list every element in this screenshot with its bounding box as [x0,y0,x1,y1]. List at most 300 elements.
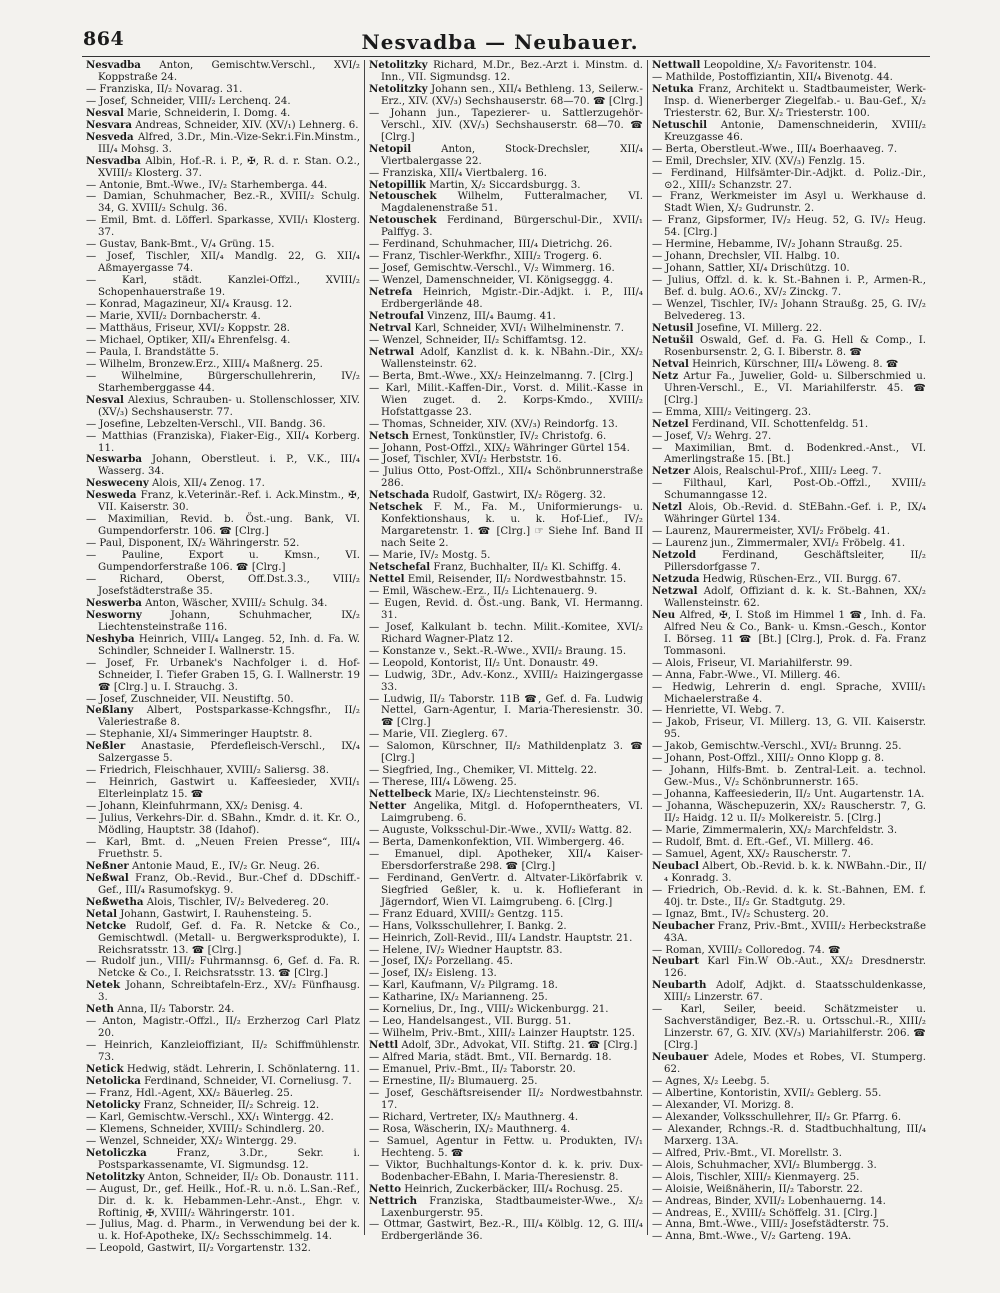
entry-details: — Hermine, Hebamme, IV/₂ Johann Straußg. 25. [652,239,903,251]
entry-details: Rudolf, Gef. d. Fa. R. Netcke & Co., Gemischtwdl. (Metall- u. Bergwerksprodukte), I. Reichsratsstr. 13. ☎ [Clrg.] [98,920,360,956]
directory-entry [652,431,926,443]
directory-entry [369,789,643,801]
entry-details: Adele, Modes et Robes, VI. Stumperg. 62. [664,1052,926,1076]
entry-surname: Nettrich [369,1194,418,1207]
directory-entry [652,682,926,706]
entry-details: — Samuel, Agentur in Fettw. u. Produkten, IV/₁ Hechteng. 5. ☎ [369,1135,643,1159]
entry-details: — Karl, Milit.-Kaffen-Dir., Vorst. d. Milit.-Kasse in Wien zuget. d. 2. Korps-Kmdo., XVIII/₂ Hofstattgasse 23. [369,382,643,418]
entry-surname: Netschefal [369,561,431,574]
entry-details: — Franz Eduard, XVIII/₂ Gentzg. 115. [369,908,564,920]
directory-entry [86,897,360,909]
entry-details: — Jakob, Gemischtw.-Verschl., XVI/₂ Brunng. 25. [652,741,902,753]
entry-details: Richard, M.Dr., Bez.-Arzt i. Minstm. d. Inn., VII. Sigmundsg. 12. [381,60,643,83]
directory-entry [652,359,926,371]
entry-details: — Emanuel, Priv.-Bmt., II/₂ Taborstr. 20. [369,1064,576,1076]
directory-entry [86,1184,360,1220]
entry-details: Franz, Ob.-Revid., Bur.-Chef d. DDschiff.-Gef., III/₄ Rasumofskyg. 9. [98,872,360,896]
directory-entry [86,335,360,347]
directory-entry [652,861,926,885]
entry-details: Johann, Schreibtafeln-Erz., XV/₂ Fünfhausg. 3. [98,980,360,1004]
entry-details: Ernest, Tonkünstler, IV/₂ Christofg. 6. [408,430,607,442]
directory-entry [652,753,926,765]
entry-surname: Netsch [369,429,409,442]
entry-surname: Netroufal [369,310,424,323]
entry-details: — Hans, Volksschullehrer, I. Bankg. 2. [369,920,567,932]
entry-details: — Eugen, Revid. d. Öst.-ung. Bank, VI. Hermanng. 31. [369,597,643,621]
entry-details: — Stephanie, XI/₄ Simmeringer Hauptstr. 8. [86,729,313,741]
entry-details: — Karl, Seiler, beeid. Schätzmeister u. Sachverständiger, Bez.-R. u. Ortsschul.-R., XIII/₂ Linzerstr. 67, G. XIV. (XV/₃) Mariahilferstr. 206. ☎ [Clrg.] [652,1004,926,1052]
directory-entry [369,574,643,586]
entry-details: — Therese, III/₄ Löweng. 25. [369,777,517,789]
entry-details: Antonie Maud, E., IV/₂ Gr. Neug. 26. [128,860,320,872]
directory-entry [86,419,360,431]
directory-entry [369,968,643,980]
directory-entry [369,1196,643,1220]
entry-surname: Neßner [86,859,129,872]
entry-surname: Netzel [652,417,689,430]
entry-details: Josefine, VI. Millerg. 22. [693,322,823,334]
directory-entry [652,1076,926,1088]
entry-details: — Franz, Werkmeister im Asyl u. Werkhause d. Stadt Wien, X/₂ Gudrunstr. 2. [652,191,926,215]
entry-details: — Wilhelm, Bronzew.Erz., XIII/₄ Maßnerg. 25. [86,358,323,370]
entry-details: — Ottmar, Gastwirt, Bez.-R., III/₄ Kölblg. 12, G. III/₄ Erdbergerlände 36. [369,1219,643,1243]
directory-entry [369,431,643,443]
entry-details: Franz, Priv.-Bmt., XVIII/₂ Herbeckstraße 43A. [664,920,926,944]
directory-entry [86,1172,360,1184]
entry-details: — Marie, Zimmermalerin, XX/₂ Marchfeldstr. 3. [652,825,898,836]
entry-details: — Franziska, II/₂ Novarag. 31. [86,83,243,95]
directory-entry [369,1064,643,1076]
directory-entry [652,765,926,789]
entry-details: Anton, Stock-Drechsler, XII/₄ Viertbalergasse 22. [381,143,643,167]
directory-entry [86,215,360,239]
directory-entry [369,371,643,383]
entry-details: Franz, k.Veterinär.-Ref. i. Ack.Minstm., ✠, VII. Kaiserstr. 30. [98,490,360,514]
directory-entry [369,956,643,968]
directory-entry [369,992,643,1004]
directory-entry [369,1160,643,1184]
entry-details: — Roman, XVIII/₂ Colloredog. 74. ☎ [652,944,841,956]
entry-details: — Emil, Bmt. d. Löfferl. Sparkasse, XVII/₁ Klosterg. 37. [86,215,360,239]
directory-entry [369,980,643,992]
entry-details: — Johanna, Kaffeesiederin, II/₂ Unt. Augartenstr. 1A. [652,789,925,801]
entry-details: Johann, Gastwirt, I. Rauhensteing. 5. [116,908,312,920]
entry-details: — Franz, Tischler-Werkfhr., XIII/₂ Trogerg. 6. [369,251,602,263]
entry-surname: Netval [652,357,689,370]
directory-entry [86,431,360,455]
directory-entry [652,1160,926,1172]
column-middle [364,59,647,1243]
entry-surname: Netusil [652,321,694,334]
entry-details: Heinrich, Mgistr.-Dir.-Adjkt. i. P., III/₄ Erdbergerlände 48. [381,287,643,311]
entry-details: Heinrich, Kürschner, III/₄ Löweng. 8. ☎ [688,358,899,370]
directory-entry [369,191,643,215]
entry-details: — Rosa, Wäscherin, IX/₂ Mauthnerg. 4. [369,1123,571,1135]
entry-details: — Jakob, Friseur, VI. Millerg. 13, G. VII. Kaiserstr. 95. [652,717,926,741]
directory-entry [652,1052,926,1076]
entry-details: — Franz, Hdl.-Agent, XX/₂ Bäuerleg. 25. [86,1087,293,1099]
entry-surname: Nesvara [86,118,133,131]
directory-entry [86,359,360,371]
entry-details: — Rudolf jun., VIII/₂ Fuhrmannsg. 6, Gef. d. Fa. R. Netcke & Co., I. Reichsratsstr. 13. ☎ [Clrg.] [86,956,360,980]
entry-details: — Berta, Damenkonfektion, VII. Wimbergerg. 46. [369,836,625,848]
entry-details: — Alois, Friseur, VI. Mariahilferstr. 99. [652,657,853,669]
entry-details: Ferdinand, Geschäftsleiter, II/₂ Pillersdorfgasse 7. [664,550,926,574]
entry-surname: Neshyba [86,632,135,645]
entry-details: — Samuel, Agent, XX/₂ Rauscherstr. 7. [652,848,851,860]
entry-surname: Neswarba [86,453,142,466]
directory-entry [369,694,643,730]
entry-details: Albert, Ob.-Revid. b. k. k. NWBahn.-Dir., II/₄ Konradg. 3. [664,860,926,884]
directory-entry [369,502,643,550]
directory-entry [369,598,643,622]
directory-entry [652,191,926,215]
entry-surname: Netolitzky [369,82,428,95]
entry-surname: Nettelbeck [369,788,432,801]
entry-details: — Gustav, Bank-Bmt., V/₄ Grüng. 15. [86,239,275,251]
entry-surname: Netušil [652,333,694,346]
entry-details: Adolf, Offiziant d. k. k. St.-Bahnen, XX/₂ Wallensteinstr. 62. [664,585,926,609]
directory-entry [369,1112,643,1124]
directory-entry [369,741,643,765]
entry-surname: Neth [86,1003,114,1016]
directory-entry [86,311,360,323]
directory-entry [86,239,360,251]
entry-details: — Alexander, Volksschullehrer, II/₂ Gr. Pfarrg. 6. [652,1111,902,1123]
entry-details: — Franziska, XII/₄ Viertbalerg. 16. [369,167,548,179]
entry-details: Franz, Architekt u. Stadtbaumeister, Werk-Insp. d. Wienerberger Ziegelfab.- u. Bau-Gef., X/₂ Triesterstr. 62, Bur. X/₂ Triesterstr. 100. [664,83,926,119]
entry-details: Wilhelm, Futteralmacher, VI. Magdalenenstraße 51. [381,191,643,215]
directory-entry [86,980,360,1004]
column-right [647,59,930,1243]
header-rule [82,56,930,57]
entry-details: Karl Fin.W Ob.-Aut., XX/₂ Dresdnerstr. 126. [664,956,926,980]
entry-details: — Alexander, Rchngs.-R. d. Stadtbuchhaltung, III/₄ Marxerg. 13A. [652,1123,926,1147]
entry-details: — Julius, Verkehrs-Dir. d. SBahn., Kmdr. d. it. Kr. O., Mödling, Hauptstr. 38 (Idahof). [86,813,360,836]
entry-details: Leopoldine, X/₂ Favoritenstr. 104. [700,60,877,71]
directory-entry [86,765,360,777]
directory-entry [652,419,926,431]
entry-surname: Nettwall [652,59,701,71]
entry-details: — Marie, VII. Zieglerg. 67. [369,729,508,741]
directory-entry [369,562,643,574]
directory-entry [369,586,643,598]
directory-entry [652,1124,926,1148]
entry-surname: Neubacl [652,859,699,872]
directory-entry [86,84,360,96]
entry-surname: Netolicky [86,1098,141,1111]
entry-surname: Netzold [652,549,697,562]
directory-entry [86,251,360,275]
directory-entry [369,251,643,263]
directory-entry [652,215,926,239]
entry-surname: Netouschek [369,190,437,203]
directory-entry [86,538,360,550]
directory-entry [86,395,360,419]
directory-entry [652,825,926,837]
entry-details: Heinrich, VIII/₄ Langeg. 52, Inh. d. Fa. W. Schindler, Schneider I. Wallnerstr. 15. [98,633,360,657]
directory-entry [369,1028,643,1040]
entry-details: — Katharine, IX/₂ Marianneng. 25. [369,992,548,1004]
entry-details: — Andreas, E., XVIII/₂ Schöffelg. 31. [Clrg.] [652,1207,878,1219]
entry-surname: Neßwetha [86,895,144,908]
entry-details: — Richard, Vertreter, IX/₂ Mauthnerg. 4. [369,1111,579,1123]
entry-details: Karl, Schneider, XVI/₁ Wilhelminenstr. 7. [411,322,625,334]
entry-details: — Berta, Bmt.-Wwe., XX/₂ Heinzelmanng. 7. [Clrg.] [369,370,633,382]
directory-entry [369,287,643,311]
directory-entry [369,1016,643,1028]
directory-entry [369,383,643,419]
entry-details: — Alois, Tischler, XIII/₂ Kienmayerg. 25. [652,1171,860,1183]
directory-entry [369,873,643,909]
directory-entry [652,1100,926,1112]
entry-details: — Julius, Offzl. d. k. k. St.-Bahnen i. P., Armen-R., Bef. d. bulg. AO.6., XV/₂ Zinckg. 7. [652,275,926,299]
directory-entry [369,1040,643,1052]
entry-details: — Josef, IX/₂ Porzellang. 45. [369,956,514,968]
entry-details: Adolf, Kanzlist d. k. k. NBahn.-Dir., XX/₂ Wallensteinstr. 62. [381,346,643,370]
entry-surname: Nesveda [86,130,134,143]
entry-details: Oswald, Gef. d. Fa. G. Hell & Comp., I. Rosenbursenstr. 2, G. I. Biberstr. 8. ☎ [664,334,926,358]
entry-details: — Alfred, Priv.-Bmt., VI. Morellstr. 3. [652,1147,842,1159]
directory-entry [369,921,643,933]
entry-details: — Siegfried, Ing., Chemiker, VI. Mittelg. 22. [369,765,597,777]
entry-surname: Netcke [86,919,127,932]
directory-entry [652,1112,926,1124]
entry-details: — Heinrich, Gastwirt u. Kaffeesieder, XVII/₁ Elterleinplatz 15. ☎ [86,777,360,801]
entry-details: — Josef, V/₂ Wehrg. 27. [652,430,772,442]
entry-details: — Emil, Wäschew.-Erz., II/₂ Lichtenauerg. 9. [369,585,598,597]
entry-details: — Filthaul, Karl, Post-Ob.-Offzl., XVIII/₂ Schumanngasse 12. [652,478,926,502]
directory-entry [652,658,926,670]
entry-details: — Mathilde, Postoffiziantin, XII/₄ Bivenotg. 44. [652,71,893,83]
directory-entry [86,514,360,538]
entry-details: — Josef, Gemischtw.-Verschl., V/₂ Wimmerg. 16. [369,263,615,275]
entry-details: — Josef, Geschäftsreisender II/₂ Nordwestbahnstr. 17. [369,1087,643,1111]
entry-surname: Nesvadba [86,154,141,167]
entry-details: — Ignaz, Bmt., IV/₂ Schusterg. 20. [652,908,829,920]
entry-details: Artur Fa., Juwelier, Gold- u. Silberschmied u. Uhren-Verschl., E., VI. Mariahilferstr. 45. ☎ [Clrg.] [664,370,926,406]
entry-details: — Ferdinand, GenVertr. d. Altvater-Likörfabrik v. Siegfried Geßler, k. u. k. Hoflieferant in Jägerndorf, Wien VI. Laimgrubeng. 6. [Clrg.] [369,872,643,908]
entry-surname: Netzl [652,501,683,514]
entry-surname: Neßlany [86,704,134,717]
entry-details: — Johann, Kleinfuhrmann, XX/₂ Denisg. 4. [86,801,303,813]
entry-details: — Josef, Tischler, XVI/₂ Herbststr. 16. [369,454,562,466]
entry-details: Hedwig, städt. Lehrerin, I. Schönlaterng. 11. [123,1064,360,1076]
entry-surname: Netouschek [369,214,437,227]
directory-entry [652,84,926,120]
directory-entry [369,670,643,694]
directory-entry [652,717,926,741]
directory-entry [369,933,643,945]
entry-details: — Karl, Kaufmann, V/₂ Pilgramg. 18. [369,980,558,992]
directory-entry [86,729,360,741]
directory-entry [652,156,926,168]
directory-entry [369,945,643,957]
entry-details: — Heinrich, Kanzleioffiziant, II/₂ Schiffmühlenstr. 73. [86,1040,360,1064]
directory-entry [652,980,926,1004]
entry-details: — Josef, IX/₂ Eisleng. 13. [369,968,497,980]
entry-details: Anton, Gemischtw.Verschl., XVI/₂ Koppstraße 24. [98,60,360,83]
entry-details: — Agnes, X/₂ Leebg. 5. [652,1076,770,1088]
entry-details: — Franz, Gipsformer, IV/₂ Heug. 52, G. IV/₂ Heug. 54. [Clrg.] [652,215,926,239]
entry-details: — Marie, IV/₂ Mostg. 5. [369,550,491,562]
directory-entry [86,1076,360,1088]
entry-details: — Anna, Bmt.-Wwe., V/₂ Garteng. 19A. [652,1231,852,1243]
directory-entry [369,837,643,849]
directory-entry [86,634,360,658]
directory-entry [86,1112,360,1124]
entry-details: — Leo, Handelsangest., VII. Burgg. 51. [369,1016,572,1028]
directory-entry [369,84,643,108]
entry-details: Andreas, Schneider, XIV. (XV/₁) Lehnerg. 6. [132,119,359,131]
entry-details: — Alexander, VI. Morizg. 8. [652,1099,794,1111]
entry-surname: Netopillik [369,178,426,191]
page-number: 864 [83,28,125,50]
directory-entry [652,335,926,359]
entry-details: — Johanna, Wäschepuzerin, XX/₂ Rauscherstr. 7, G. II/₂ Haidg. 12 u. II/₂ Molkereistr. 5. [Clrg.] [652,801,926,825]
entry-details: Franz, 3.Dr., Sekr. i. Postsparkassenamte, VI. Sigmundsg. 12. [98,1147,360,1171]
entry-details: Johann, Schuhmacher, IX/₂ Liechtensteinstraße 116. [98,609,360,633]
entry-details: — Josef, Zuschneider, VII. Neustiftg. 50. [86,693,294,705]
entry-details: Albert, Postsparkasse-Kchngsfhr., II/₂ Valeriestraße 8. [98,705,360,729]
entry-surname: Neu [652,608,676,621]
entry-surname: Netopil [369,142,412,155]
entry-details: — Johann, Drechsler, VII. Halbg. 10. [652,251,840,263]
column-left [82,59,364,1255]
directory-entry [86,180,360,192]
directory-entry [369,658,643,670]
entry-surname: Netek [86,979,121,992]
directory-entry [652,275,926,299]
entry-details: Heinrich, Zuckerbäcker, III/₄ Rochusg. 25. [401,1183,623,1195]
entry-details: — Wilhelmine, Bürgerschullehrerin, IV/₂ Starhemberggasse 44. [86,370,360,394]
directory-entry [652,586,926,610]
directory-entry [652,239,926,251]
entry-surname: Neubacher [652,919,715,932]
entry-surname: Netrefa [369,286,413,299]
directory-entry [369,646,643,658]
entry-details: Johann, Oberstleut. i. P., V.K., III/₄ Wasserg. 34. [98,454,360,478]
directory-entry [369,108,643,144]
directory-entry [86,610,360,634]
entry-details: — Johann, Sattler, XI/₄ Drischützg. 10. [652,263,850,275]
directory-entry [86,741,360,765]
directory-entry [652,885,926,909]
entry-surname: Netuschil [652,118,707,131]
entry-details: — Thomas, Schneider, XIV. (XV/₃) Reindorfg. 13. [369,418,618,430]
directory-entry [369,323,643,335]
entry-details: — Emil, Drechsler, XIV. (XV/₃) Fenzlg. 15. [652,155,866,167]
entry-surname: Netto [369,1182,402,1195]
directory-entry [652,801,926,825]
directory-entry [86,1124,360,1136]
entry-details: — August, Dr., gef. Heilk., Hof.-R. u. n.ö. L.San.-Ref., Dir. d. k. k. Hebammen-Lehr.-Anst., Ehgr. v. Roftinig, ✠, XVIII/₂ Währingerstr. 101. [86,1183,360,1219]
entry-details: Alfred, 3.Dr., Min.-Vize-Sekr.i.Fin.Minstm., III/₄ Mohsg. 3. [98,131,360,155]
entry-surname: Nesval [86,106,124,119]
entry-surname: Neswerba [86,596,142,609]
entry-details: Martin, X/₂ Siccardsburgg. 3. [425,179,581,191]
directory-entry [369,443,643,455]
entry-details: Ferdinand, Bürgerschul-Dir., XVII/₁ Palffyg. 3. [381,215,643,239]
entry-details: Emil, Reisender, II/₂ Nordwestbahnstr. 15. [404,573,627,585]
directory-entry [86,956,360,980]
directory-entry [86,156,360,180]
directory-entry [652,550,926,574]
entry-details: — Josef, Fr. Urbanek's Nachfolger i. d. Hof-Schneider, I. Tiefer Graben 15, G. I. Wallnerstr. 19 ☎ [Clrg.] u. I. Strauchg. 3. [86,657,360,693]
entry-surname: Nesworny [86,608,142,621]
directory-entry [369,1088,643,1112]
directory-entry [369,347,643,371]
entry-surname: Netter [369,800,407,813]
entry-details: — Wenzel, Damenschneider, VI. Königseggg. 4. [369,275,614,287]
directory-entry [652,670,926,682]
entry-details: Anna, II/₂ Taborstr. 24. [113,1004,235,1016]
entry-details: Vinzenz, III/₄ Baumg. 41. [423,311,556,323]
entry-details: — Julius, Mag. d. Pharm., in Verwendung bei der k. u. k. Hof-Apotheke, IX/₂ Sechsschimmelg. 14. [86,1219,360,1243]
directory-entry [652,299,926,323]
entry-details: — Pauline, Export u. Kmsn., VI. Gumpendorferstraße 106. ☎ [Clrg.] [86,550,360,574]
directory-entry [86,1219,360,1243]
directory-entry [369,729,643,741]
directory-entry [86,1243,360,1255]
entry-details: — Johann, Post-Offzl., XIII/₂ Onno Klopp g. 8. [652,753,885,765]
entry-details: — Paul, Disponent, IX/₂ Währingerstr. 52. [86,538,300,550]
entry-surname: Netzuda [652,572,700,585]
entry-details: Ferdinand, Schneider, VI. Corneliusg. 7. [140,1076,352,1088]
entry-details: Anton, Schneider, II/₂ Ob. Donaustr. 111. [144,1171,359,1183]
directory-entry [652,120,926,144]
directory-entry [652,705,926,717]
directory-entry [369,419,643,431]
entry-details: Alois, Ob.-Revid. d. StEBahn.-Gef. i. P., IX/₄ Währinger Gürtel 134. [664,502,926,526]
entry-surname: Netick [86,1063,124,1076]
entry-details: — Konstanze v., Sekt.-R.-Wwe., XVII/₂ Braung. 15. [369,645,627,657]
entry-surname: Neubart [652,955,699,968]
directory-entry [369,454,643,466]
entry-details: — Helene, IV/₂ Wiedner Hauptstr. 83. [369,944,563,956]
entry-details: Alois, Tischler, IV/₂ Belvedereg. 20. [143,896,329,908]
entry-details: — Hedwig, Lehrerin d. engl. Sprache, XVIII/₁ Michaelerstraße 4. [652,681,926,705]
entry-details: — Johann, Post-Offzl., XIX/₂ Währinger Gürtel 154. [369,442,630,454]
entry-details: Anastasie, Pferdefleisch-Verschl., IX/₄ Salzergasse 5. [98,741,360,765]
directory-entry [86,705,360,729]
entry-details: — Aloisie, Weißnäherin, II/₂ Taborstr. 22. [652,1183,863,1195]
entry-surname: Nesvadba [86,59,141,71]
directory-entry [86,873,360,897]
entry-details: — Wenzel, Schneider, II/₂ Schiffamtsg. 12. [369,334,587,346]
entry-details: — Auguste, Volksschul-Dir.-Wwe., XVII/₂ Wattg. 82. [369,825,632,836]
entry-surname: Netrwal [369,345,415,358]
directory-entry [652,1231,926,1243]
entry-details: — Johann, Hilfs-Bmt. b. Zentral-Leit. a. technol. Gew.-Mus., V/₂ Schönbrunnerstr. 165. [652,765,926,789]
entry-details: — Antonie, Bmt.-Wwe., IV/₂ Starhemberga. 44. [86,179,328,191]
entry-surname: Nesval [86,393,124,406]
directory-entry [369,144,643,168]
entry-details: — Karl, städt. Kanzlei-Offzl., XVIII/₂ Schopenhauerstraße 19. [86,275,360,299]
directory-entry [86,1148,360,1172]
directory-entry [86,550,360,574]
entry-details: — Ferdinand, Schuhmacher, III/₄ Dietrichg. 26. [369,239,613,251]
directory-entry [652,526,926,538]
entry-details: — Heinrich, Zoll-Revid., III/₄ Landstr. Hauptstr. 21. [369,932,633,944]
directory-entry [652,1088,926,1100]
entry-details: — Josef, Kalkulant b. techn. Milit.-Komitee, XVI/₂ Richard Wagner-Platz 12. [369,621,643,645]
entry-surname: Neßwal [86,871,129,884]
entry-details: — Maximilian, Revid. b. Öst.-ung. Bank, VI. Gumpendorferstr. 106. ☎ [Clrg.] [86,514,360,538]
directory-entry [652,466,926,478]
entry-details: — Anna, Fabr.-Wwe., VI. Millerg. 46. [652,669,841,681]
entry-surname: Netrval [369,321,412,334]
